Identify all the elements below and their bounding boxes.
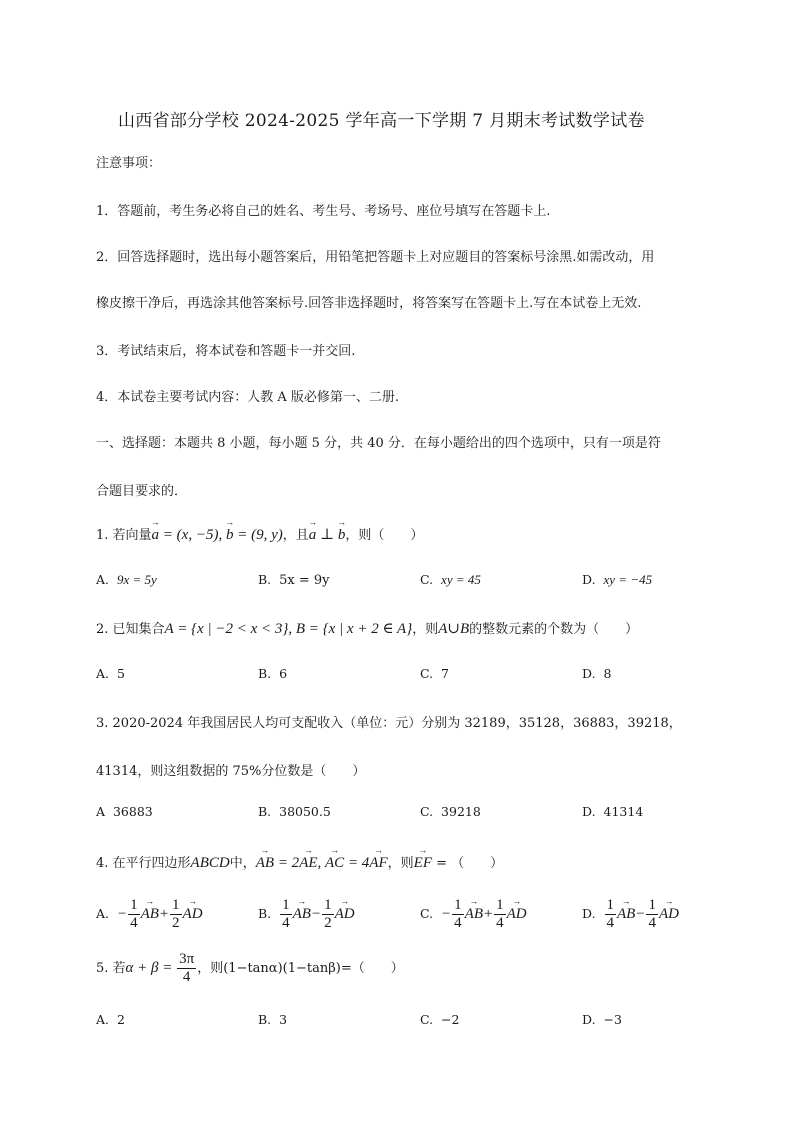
vector-a: → a xyxy=(152,527,160,544)
q3-option-d[interactable]: D. 41314 xyxy=(582,804,644,819)
q3-option-c[interactable]: C. 39218 xyxy=(420,804,481,819)
q1-option-a[interactable]: A. 9x = 5y xyxy=(96,572,157,587)
question-2: 2. 已知集合A = {x | −2 < x < 3}, B = {x | x + 2 ∈ A}，则A∪B的整数元素的个数为（ ） xyxy=(96,621,639,637)
question-3-continued: 41314，则这组数据的 75%分位数是（ ） xyxy=(96,764,366,779)
q1-suffix: ，则（ ） xyxy=(345,528,424,543)
q1-option-c[interactable]: C. xy = 45 xyxy=(420,572,481,587)
notice-4: 4．本试卷主要考试内容：人教 A 版必修第一、二册. xyxy=(96,390,400,405)
q4-option-d[interactable]: D. $\frac{1}{4}$ → AB− $\frac{1}{4}$ → AD xyxy=(582,898,679,931)
question-5: 5. 若α + β = $\frac{3\pi}{4}$ ，则(1−tanα)(1−tanβ)=（ ） xyxy=(96,951,404,985)
q2-option-c[interactable]: C. 7 xyxy=(420,666,449,681)
parallelogram-name: ABCD xyxy=(190,855,230,871)
question-3: 3. 2020-2024 年我国居民人均可支配收入（单位：元）分别为 32189，35128，36883，39218， xyxy=(96,716,682,731)
question-4: 4. 在平行四边形ABCD中，→ AB = 2→ AE, → AC = 4→ AF，则→ EF = （ ） xyxy=(96,852,503,872)
q2-option-d[interactable]: D. 8 xyxy=(582,666,612,681)
vector-b: → b xyxy=(226,527,234,544)
page-title: 山西省部分学校 2024-2025 学年高一下学期 7 月期末考试数学试卷 xyxy=(118,111,645,131)
q5-option-b[interactable]: B. 3 xyxy=(258,1012,288,1027)
q5-option-a[interactable]: A. 2 xyxy=(96,1012,125,1027)
notice-2-continued: 橡皮擦干净后，再选涂其他答案标号.回答非选择题时，将答案写在答题卡上.写在本试卷上无效. xyxy=(96,296,642,311)
union-expression: A∪B xyxy=(438,621,470,637)
q3-option-b[interactable]: B. 38050.5 xyxy=(258,804,331,819)
notice-heading: 注意事项： xyxy=(96,156,162,171)
q1-mid: ，且 xyxy=(282,528,309,543)
q1-prefix: 1. 若向量 xyxy=(96,528,152,543)
q2-option-a[interactable]: A. 5 xyxy=(96,666,125,681)
vector-b-2: → b xyxy=(338,527,346,544)
notice-3: 3．考试结束后，将本试卷和答题卡一并交回. xyxy=(96,344,356,359)
q1-eq-a: = (x, −5), xyxy=(159,527,226,543)
q3-option-a[interactable]: A 36883 xyxy=(96,804,153,819)
set-definition: A = {x | −2 < x < 3}, B = {x | x + 2 ∈ A} xyxy=(164,621,413,637)
notice-1: 1．答题前，考生务必将自己的姓名、考生号、考场号、座位号填写在答题卡上. xyxy=(96,204,551,219)
perp-symbol: ⊥ xyxy=(316,527,338,543)
q5-option-d[interactable]: D. −3 xyxy=(582,1012,622,1027)
q2-option-b[interactable]: B. 6 xyxy=(258,666,288,681)
q4-option-b[interactable]: B. $\frac{1}{4}$ → AB− $\frac{1}{2}$ → AD xyxy=(258,898,355,931)
q4-option-a[interactable]: A. − $\frac{1}{4}$ → AB+ $\frac{1}{2}$ → AD xyxy=(96,898,203,931)
section-heading-continued: 合题目要求的． xyxy=(96,484,188,499)
q1-option-b[interactable]: B. 5x = 9y xyxy=(258,572,330,588)
question-1 xyxy=(96,524,423,544)
q5-option-c[interactable]: C. −2 xyxy=(420,1012,460,1027)
q4-option-c[interactable]: C. − $\frac{1}{4}$ → AB+ $\frac{1}{4}$ → AD xyxy=(420,898,527,931)
section-heading: 一、选择题：本题共 8 小题，每小题 5 分，共 40 分．在每小题给出的四个选项中，只有一项是符 xyxy=(96,436,661,451)
q1-option-d[interactable]: D. xy = −45 xyxy=(582,572,653,587)
notice-2: 2．回答选择题时，选出每小题答案后，用铅笔把答题卡上对应题目的答案标号涂黑.如需改动，用 xyxy=(96,250,655,265)
vector-a-2: → a xyxy=(309,527,317,544)
q1-eq-b: = (9, y) xyxy=(233,527,283,543)
